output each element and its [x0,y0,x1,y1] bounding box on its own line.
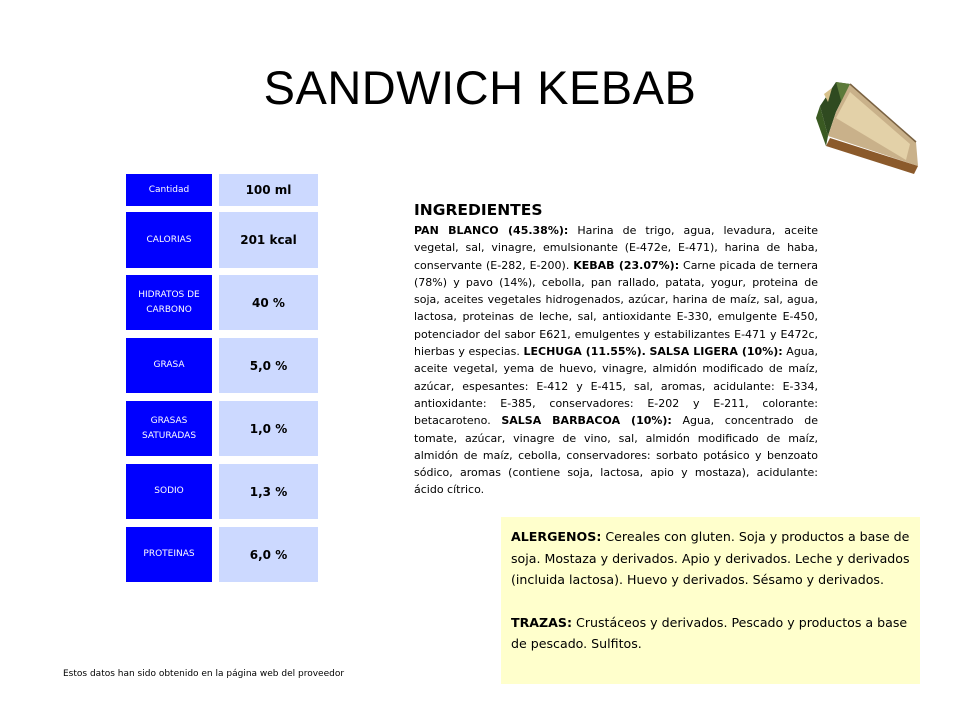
ingredient-lechuga-label: LECHUGA (11.55%). [523,345,646,359]
nutrition-label-proteinas: PROTEINAS [126,527,212,582]
ingredient-pan-blanco-text: Harina de trigo, agua, levadura, aceite vegetal, sal, vinagre, emulsionante (E-472e, E-471), harina de haba, conservante (E-282, E-200). [414,224,818,272]
nutrition-value-grasas-saturadas: 1,0 % [219,401,318,456]
ingredient-kebab-text: Carne picada de ternera (78%) y pavo (14%), cebolla, pan rallado, patata, yogur, proteina de soja, aceites vegetales hidrogenados, azúcar, harina de maíz, sal, agua, lactosa, proteinas de leche, sal, antioxidante E-330, emulgente E-450, potenciador del sabor E621, emulgentes y estabilizantes E-471 y E472c, hierbas y especias. [414,258,818,359]
ingredients-text [414,222,818,499]
ingredient-salsa-ligera-label: SALSA LIGERA (10%): [649,345,783,359]
ingredient-kebab-label: KEBAB (23.07%): [573,258,680,272]
nutrition-value-calorias: 201 kcal [219,212,318,268]
traces-paragraph [511,612,910,655]
ingredient-salsa-barbacoa-text: Agua, concentrado de tomate, azúcar, vinagre de vino, sal, almidón modificado de maíz, almidón de maíz, cebolla, conservadores: sorbato potásico y benzoato sódico, aromas (contiene soja, lactosa, apio y mostaza), acidulante: ácido cítrico. [414,414,819,497]
nutrition-label-hidratos: HIDRATOS DE CARBONO [126,275,212,330]
allergens-paragraph [511,526,910,591]
nutrition-value-grasa: 5,0 % [219,338,318,393]
page-title: SANDWICH KEBAB [263,61,697,114]
allergens-label: ALERGENOS: [511,529,602,544]
nutrition-value-sodio: 1,3 % [219,464,318,519]
nutrition-label-cantidad: Cantidad [126,174,212,206]
allergens-box [501,517,920,684]
nutrition-value-cantidad: 100 ml [219,174,318,206]
nutrition-value-hidratos: 40 % [219,275,318,330]
source-note: Estos datos han sido obtenido en la página web del proveedor [63,669,345,679]
nutrition-label-grasas-saturadas: GRASAS SATURADAS [126,401,212,456]
nutrition-label-sodio: SODIO [126,464,212,519]
ingredient-pan-blanco-label: PAN BLANCO (45.38%): [414,224,569,237]
allergens-text: Cereales con gluten. Soja y productos a base de soja. Mostaza y derivados. Apio y derivados. Leche y derivados (incluida lactosa). Huevo y derivados. Sésamo y derivados. [511,529,910,588]
ingredients-heading: INGREDIENTES [414,201,543,219]
traces-label: TRAZAS: [511,614,573,630]
sandwich-package-icon [806,78,930,190]
ingredient-salsa-barbacoa-label: SALSA BARBACOA (10%): [501,414,672,428]
nutrition-value-proteinas: 6,0 % [219,527,318,582]
nutrition-label-calorias: CALORIAS [126,212,212,268]
ingredient-salsa-ligera-text: Agua, aceite vegetal, yema de huevo, vinagre, almidón modificado de maíz, azúcar, espesantes: E-412 y E-415, sal, aromas, acidulante: E-334, antioxidante: E-385, conservadores: E-202 y E-211, colorante: betacaroteno. [414,345,819,428]
nutrition-label-grasa: GRASA [126,338,212,393]
traces-text: Crustáceos y derivados. Pescado y productos a base de pescado. Sulfitos. [511,614,908,652]
